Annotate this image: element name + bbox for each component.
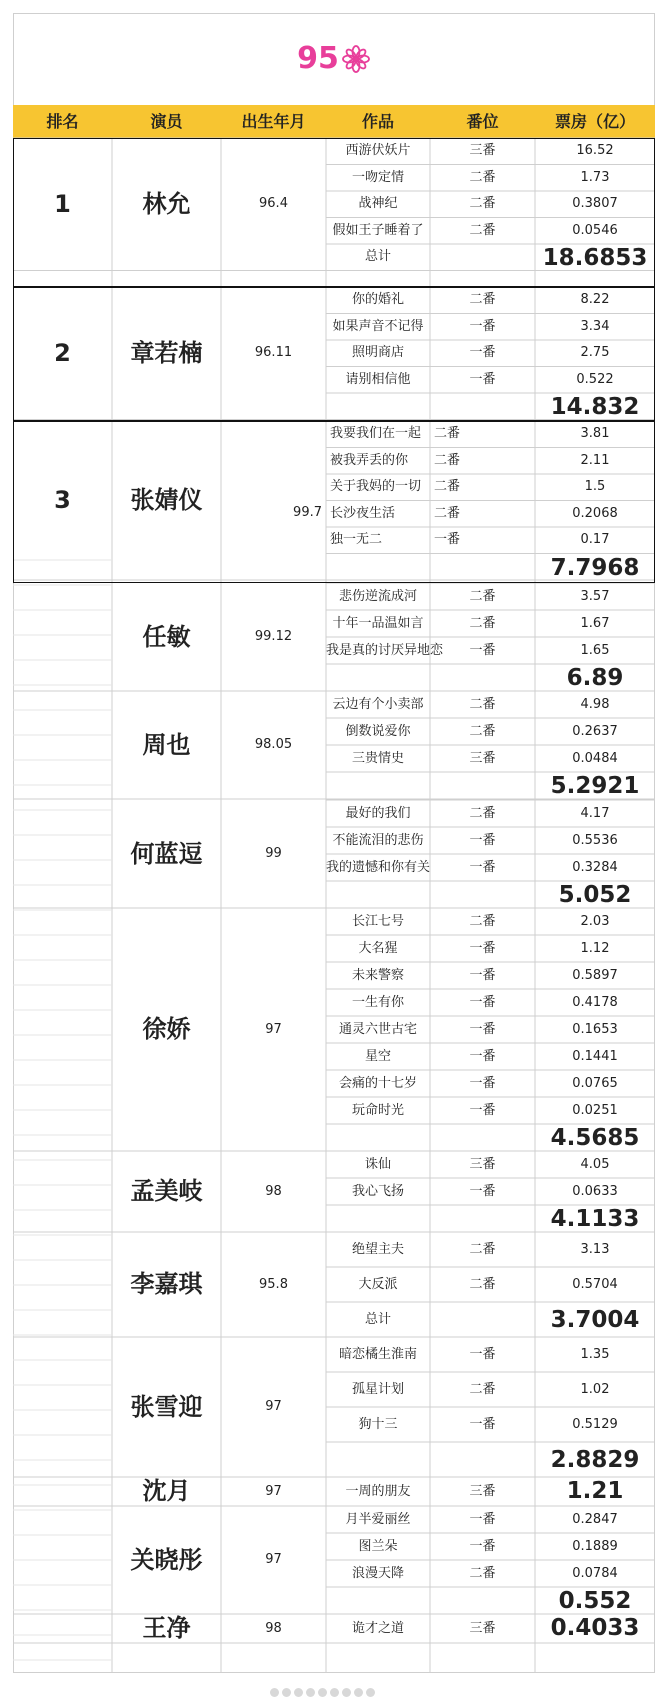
work-title: 我的遗憾和你有关 (326, 860, 431, 875)
flower-icon (341, 44, 371, 74)
box-office: 1.02 (580, 1382, 610, 1397)
dot-icon (318, 1688, 327, 1697)
position: 一番 (434, 532, 461, 547)
ranked-block-border (13, 287, 655, 421)
box-office: 0.0484 (572, 751, 618, 766)
box-office: 2.75 (580, 345, 610, 360)
title-area (13, 13, 655, 105)
birth-date: 99.12 (254, 629, 293, 644)
position: 一番 (469, 1103, 496, 1118)
box-office: 4.17 (580, 806, 610, 821)
title-text: 95 (297, 41, 339, 76)
actor-name: 徐娇 (142, 1015, 191, 1043)
dot-icon (306, 1688, 315, 1697)
position: 一番 (469, 345, 496, 360)
box-office: 0.0765 (572, 1076, 618, 1091)
position: 三番 (469, 751, 496, 766)
page-title (13, 41, 655, 77)
total-box-office: 5.052 (558, 882, 632, 908)
actor-name: 任敏 (142, 623, 191, 651)
work-title: 星空 (364, 1049, 391, 1064)
box-office: 0.2068 (572, 505, 618, 521)
work-title: 你的婚礼 (351, 292, 404, 307)
box-office: 1.65 (580, 643, 610, 658)
work-title: 大名猩 (358, 941, 398, 956)
work-title: 照明商店 (351, 345, 404, 360)
position: 二番 (469, 914, 496, 929)
position: 一番 (469, 1022, 496, 1037)
position: 一番 (469, 643, 496, 658)
box-office: 0.5129 (572, 1417, 618, 1432)
box-office: 3.13 (580, 1242, 610, 1257)
table-header (13, 105, 655, 138)
position: 二番 (469, 169, 496, 185)
header-boxoffice: 票房（亿） (554, 112, 635, 131)
box-office: 0.1441 (572, 1049, 618, 1064)
position: 一番 (469, 941, 496, 956)
position: 二番 (469, 616, 496, 631)
birth-date: 97 (265, 1399, 282, 1414)
work-title: 最好的我们 (345, 806, 411, 821)
actor-name: 张婧仪 (130, 486, 203, 514)
box-office: 3.34 (580, 318, 610, 334)
work-title: 长沙夜生活 (330, 505, 396, 521)
position: 一番 (469, 1539, 496, 1554)
work-title: 未来警察 (351, 968, 404, 983)
actor-name: 何蓝逗 (130, 840, 203, 868)
box-office: 0.1653 (572, 1022, 618, 1037)
work-title: 我要我们在一起 (330, 426, 422, 441)
birth-date: 99.7 (293, 505, 322, 520)
header-birth: 出生年月 (241, 112, 306, 131)
header-position: 番位 (466, 112, 499, 131)
box-office: 0.17 (580, 532, 610, 547)
actor-name: 沈月 (142, 1477, 191, 1505)
total-box-office: 4.1133 (550, 1206, 640, 1232)
box-office: 0.4178 (572, 995, 618, 1010)
position: 二番 (469, 589, 496, 604)
birth-date: 97 (265, 1552, 282, 1567)
ranked-block-border (13, 138, 655, 287)
work-title: 被我弄丢的你 (330, 452, 409, 468)
actor-name: 李嘉琪 (130, 1270, 203, 1298)
actor-name: 林允 (142, 190, 191, 218)
dot-icon (330, 1688, 339, 1697)
total-box-office: 4.5685 (550, 1125, 640, 1151)
work-title: 一生有你 (351, 995, 404, 1010)
actor-name: 关晓彤 (130, 1546, 203, 1574)
work-title: 战神纪 (358, 196, 398, 211)
dot-icon (294, 1688, 303, 1697)
dot-icon (342, 1688, 351, 1697)
box-office: 4.05 (580, 1157, 610, 1172)
position: 二番 (434, 479, 461, 494)
position: 二番 (469, 1242, 496, 1257)
box-office: 0.3284 (572, 860, 618, 875)
rank-cell: 3 (54, 486, 71, 514)
position: 一番 (469, 1076, 496, 1091)
work-title: 我心飞扬 (351, 1184, 404, 1199)
box-office: 0.1889 (572, 1539, 618, 1554)
box-office: 1.73 (580, 169, 610, 185)
work-title: 浪漫天降 (351, 1566, 404, 1581)
work-title: 诛仙 (364, 1157, 391, 1172)
box-office: 0.2637 (572, 724, 618, 739)
work-title: 诡才之道 (351, 1621, 404, 1636)
dot-icon (270, 1688, 279, 1697)
work-title: 狗十三 (358, 1417, 398, 1432)
box-office: 4.98 (580, 697, 610, 712)
birth-date: 99 (265, 846, 282, 861)
position: 一番 (469, 995, 496, 1010)
work-title: 不能流泪的悲伤 (332, 833, 424, 848)
box-office: 3.57 (580, 589, 610, 604)
position: 二番 (469, 806, 496, 821)
work-title: 暗恋橘生淮南 (338, 1347, 417, 1362)
header-rank: 排名 (46, 112, 79, 131)
position: 三番 (469, 1484, 496, 1499)
work-title: 图兰朵 (358, 1539, 398, 1554)
actor-name: 王净 (142, 1614, 191, 1642)
box-office: 0.5704 (572, 1277, 618, 1292)
position: 一番 (469, 1512, 496, 1527)
dot-icon (354, 1688, 363, 1697)
birth-date: 96.4 (259, 196, 288, 211)
position: 二番 (469, 196, 496, 211)
box-office: 0.0251 (572, 1103, 618, 1118)
work-title: 如果声音不记得 (332, 318, 424, 334)
header-actor: 演员 (150, 112, 183, 131)
ranked-block-border (13, 421, 655, 583)
total-box-office: 14.832 (550, 394, 640, 420)
total-box-office: 6.89 (566, 665, 624, 691)
box-office: 3.81 (580, 426, 610, 441)
box-office: 8.22 (580, 292, 610, 307)
position: 一番 (469, 371, 496, 387)
position: 一番 (469, 833, 496, 848)
birth-date: 97 (265, 1484, 282, 1499)
position: 二番 (469, 1277, 496, 1292)
position: 二番 (434, 452, 461, 468)
position: 二番 (469, 1382, 496, 1397)
work-title: 我是真的讨厌异地恋 (326, 643, 444, 658)
box-office: 1.5 (584, 479, 606, 494)
total-box-office: 0.4033 (550, 1615, 640, 1641)
work-title: 倒数说爱你 (345, 724, 411, 739)
birth-date: 98 (265, 1621, 282, 1636)
work-title: 大反派 (358, 1277, 398, 1292)
position: 二番 (469, 222, 496, 238)
total-box-office: 0.552 (558, 1588, 632, 1614)
box-office: 0.3807 (572, 196, 618, 211)
total-box-office: 18.6853 (542, 245, 648, 271)
total-box-office: 2.8829 (550, 1447, 640, 1473)
page-indicator (270, 1682, 378, 1692)
total-label: 总计 (364, 249, 391, 264)
birth-date: 95.8 (259, 1277, 288, 1292)
rank-cell: 2 (54, 339, 71, 367)
dot-icon (282, 1688, 291, 1697)
position: 二番 (469, 292, 496, 307)
position: 三番 (469, 143, 496, 158)
total-box-office: 1.21 (566, 1478, 624, 1504)
position: 三番 (469, 1621, 496, 1636)
actor-name: 孟美岐 (130, 1177, 203, 1205)
rank-cell: 1 (54, 190, 71, 218)
actor-name: 周也 (142, 731, 191, 759)
work-title: 一周的朋友 (345, 1484, 411, 1499)
work-title: 独一无二 (330, 532, 383, 547)
total-label: 总计 (364, 1312, 391, 1327)
box-office: 1.35 (580, 1347, 610, 1362)
work-title: 玩命时光 (351, 1103, 404, 1118)
work-title: 月半爱丽丝 (345, 1512, 411, 1527)
birth-date: 97 (265, 1022, 282, 1037)
work-title: 一吻定情 (351, 169, 404, 185)
box-office: 0.5536 (572, 833, 618, 848)
position: 一番 (469, 1049, 496, 1064)
position: 二番 (469, 697, 496, 712)
box-office: 0.5897 (572, 968, 618, 983)
work-title: 会痛的十七岁 (338, 1076, 417, 1091)
work-title: 孤星计划 (351, 1382, 404, 1397)
box-office: 2.11 (580, 452, 610, 468)
birth-date: 98 (265, 1184, 282, 1199)
position: 二番 (434, 505, 461, 521)
work-title: 请别相信他 (345, 371, 411, 387)
actor-name: 章若楠 (130, 339, 203, 367)
box-office: 0.0546 (572, 222, 618, 238)
header-works: 作品 (361, 112, 394, 131)
box-office: 1.12 (580, 941, 610, 956)
position: 二番 (469, 1566, 496, 1581)
actor-name: 张雪迎 (130, 1393, 203, 1421)
position: 二番 (434, 426, 461, 441)
total-box-office: 5.2921 (550, 773, 640, 799)
box-office: 0.522 (576, 371, 614, 387)
work-title: 通灵六世古宅 (338, 1022, 417, 1037)
position: 一番 (469, 1184, 496, 1199)
position: 一番 (469, 318, 496, 334)
box-office: 2.03 (580, 914, 610, 929)
work-title: 悲伤逆流成河 (338, 589, 417, 604)
box-office: 0.0633 (572, 1184, 618, 1199)
position: 一番 (469, 1347, 496, 1362)
work-title: 十年一品温如言 (332, 616, 424, 631)
dot-icon (366, 1688, 375, 1697)
position: 一番 (469, 968, 496, 983)
work-title: 云边有个小卖部 (332, 697, 424, 712)
position: 三番 (469, 1157, 496, 1172)
box-office: 16.52 (576, 143, 614, 158)
work-title: 假如王子睡着了 (332, 222, 424, 238)
position: 二番 (469, 724, 496, 739)
work-title: 绝望主夫 (351, 1242, 404, 1257)
work-title: 关于我妈的一切 (330, 479, 422, 494)
work-title: 长江七号 (351, 914, 404, 929)
work-title: 三贵情史 (351, 751, 404, 766)
total-box-office: 7.7968 (550, 554, 640, 581)
work-title: 西游伏妖片 (345, 143, 411, 158)
box-office: 0.0784 (572, 1566, 618, 1581)
box-office: 0.2847 (572, 1512, 618, 1527)
birth-date: 98.05 (254, 737, 293, 752)
position: 一番 (469, 860, 496, 875)
position: 一番 (469, 1417, 496, 1432)
total-box-office: 3.7004 (550, 1307, 640, 1333)
birth-date: 96.11 (254, 345, 293, 360)
box-office: 1.67 (580, 616, 610, 631)
